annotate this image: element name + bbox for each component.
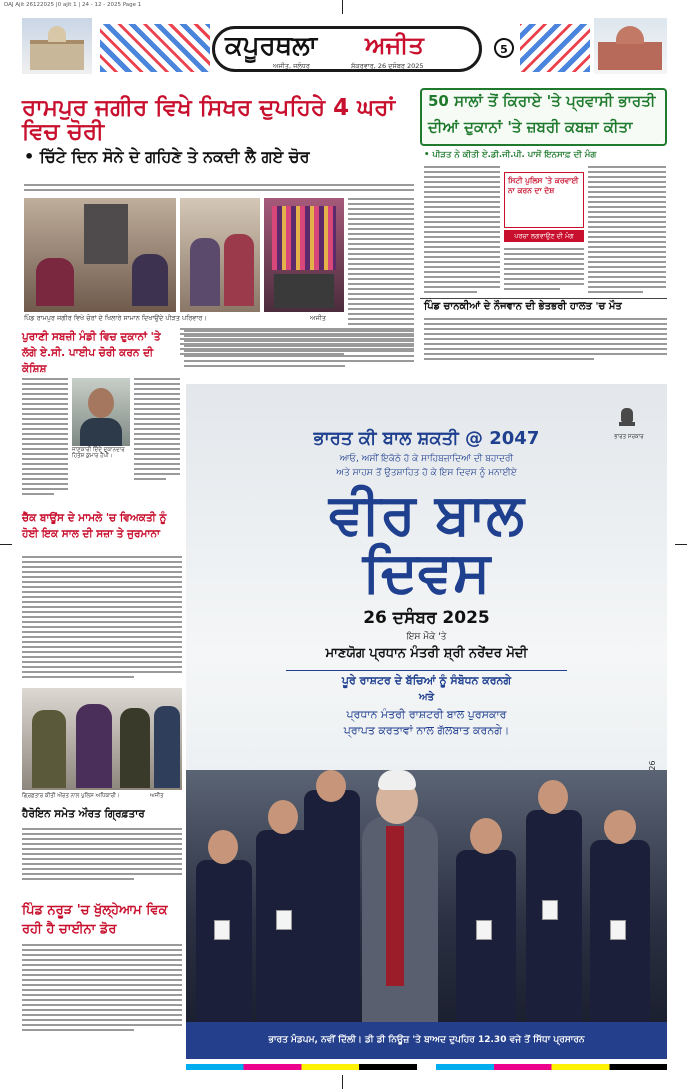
ad-award-line2: ਪ੍ਰਾਪਤ ਕਰਤਾਵਾਂ ਨਾਲ ਗੱਲਬਾਤ ਕਰਨਗੇ। [343, 724, 510, 737]
left-story-3-caption: ਗ੍ਰਿਫ਼ਤਾਰ ਕੀਤੀ ਔਰਤ ਨਾਲ ਪੁਲਿਸ ਅਧਿਕਾਰੀ। [22, 793, 120, 799]
masthead-city: ਕਪੂਰਥਲਾ [225, 31, 318, 61]
emblem-label: ਭਾਰਤ ਸਰਕਾਰ [614, 434, 644, 440]
left-story-4-headline: ਪਿੰਡ ਨਰੂੜ 'ਚ ਖੁੱਲ੍ਹੇਆਮ ਵਿਕ ਰਹੀ ਹੈ ਚਾਈਨਾ ਡੋਰ [22, 903, 168, 937]
left-story-1-caption: ਜਾਣਕਾਰੀ ਦਿੰਦੇ ਦੁਕਾਨਦਾਰ ਹਿਤੇਸ਼ ਕੁਮਾਰ ਹੈਪੀ। [72, 447, 125, 460]
masthead-building-right [594, 18, 667, 74]
left-story-3-headline: ਹੈਰੋਇਨ ਸਮੇਤ ਔਰਤ ਗ੍ਰਿਫ਼ਤਾਰ [22, 808, 145, 820]
masthead-logo [212, 26, 482, 72]
ad-divider [286, 670, 567, 671]
side-story-rule [420, 298, 667, 299]
masthead-building-left [22, 18, 92, 74]
masthead [22, 18, 667, 78]
right-headline-line1: 50 ਸਾਲਾਂ ਤੋਂ ਕਿਰਾਏ 'ਤੇ ਪ੍ਰਵਾਸੀ ਭਾਰਤੀ [428, 92, 656, 110]
ad-line1: ਭਾਰਤ ਕੀ ਬਾਲ ਸ਼ਕਤੀ @ 2047 [313, 428, 540, 449]
ad-pm-name: ਮਾਣਯੋਗ ਪ੍ਰਧਾਨ ਮੰਤਰੀ ਸ਼੍ਰੀ ਨਰੇਂਦਰ ਮੋਦੀ [325, 646, 528, 661]
lead-body-col [348, 198, 414, 335]
masthead-date: ਸ਼ੁੱਕਰਵਾਰ, 26 ਦਸੰਬਰ 2025 [351, 62, 424, 70]
left-story-1-photo [72, 378, 130, 446]
print-color-bar [186, 1064, 667, 1070]
right-body-col2 [504, 248, 584, 290]
lead-photo-credit: ਅਜੀਤ [310, 314, 326, 322]
print-info-strip: DAJ Ajit 26122025 |0 ajit 1 | 24 - 12 - 2025 Page 1 [4, 2, 142, 8]
right-inset-box [504, 172, 584, 228]
left-story-1-headline: ਪੁਰਾਣੀ ਸਬਜ਼ੀ ਮੰਡੀ ਵਿਚ ਦੁਕਾਨਾਂ 'ਤੇ ਲੱਗੇ ਏ.ਸੀ. ਪਾਈਪ ਚੋਰੀ ਕਰਨ ਦੀ ਕੋਸ਼ਿਸ਼ [22, 331, 161, 375]
ad-title-1: ਵੀਰ ਬਾਲ [329, 482, 524, 547]
right-body-col3 [588, 166, 666, 293]
crop-mark-left [0, 544, 12, 545]
right-story-box [420, 88, 667, 146]
crop-mark-top [342, 0, 343, 14]
masthead-subcity: ਅਜੀਤ, ਜਲੰਧਰ [273, 62, 310, 70]
left-story-2-headline: ਚੈੱਕ ਬਾਊਂਸ ਦੇ ਮਾਮਲੇ 'ਚ ਵਿਅਕਤੀ ਨੂੰ ਹੋਈ ਇਕ ਸਾਲ ਦੀ ਸਜ਼ਾ ਤੇ ਜੁਰਮਾਨਾ [22, 512, 167, 541]
right-subhead: • ਪੀੜਤ ਨੇ ਕੀਤੀ ਏ.ਡੀ.ਜੀ.ਪੀ. ਪਾਸੋਂ ਇਨਸਾਫ਼ ਦੀ ਮੰਗ [424, 150, 597, 160]
left-story-3-photo [22, 688, 182, 790]
ad-title-2: ਦਿਵਸ [362, 540, 491, 605]
lead-photo-caption: ਪਿੰਡ ਰਾਮਪੁਰ ਜਗੀਰ ਵਿਖੇ ਚੋਰਾਂ ਦੇ ਖਿਲਾਰੇ ਸਾਮਾਨ ਦਿਖਾਉਂਦੇ ਪੀੜਤ ਪਰਿਵਾਰ। [24, 314, 207, 322]
ad-line2: ਆਓ, ਅਸੀਂ ਇਕੱਠੇ ਹੋ ਕੇ ਸਾਹਿਬਜ਼ਾਦਿਆਂ ਦੀ ਬਹਾਦਰੀ [339, 454, 514, 464]
left-story-3-body [22, 828, 182, 880]
crop-mark-bottom [342, 1075, 343, 1089]
masthead-pattern-right [520, 24, 590, 72]
lead-headline: ਰਾਮਪੁਰ ਜਗੀਰ ਵਿਖੇ ਸਿਖਰ ਦੁਪਹਿਰੇ 4 ਘਰਾਂ ਵਿਚ ਚੋਰੀ [22, 95, 396, 146]
ad-footer [186, 1022, 667, 1059]
right-inset-text: ਸਿਟੀ ਪੁਲਿਸ 'ਤੇ ਕਰਵਾਈ ਨਾ ਕਰਨ ਦਾ ਦੋਸ਼ [508, 176, 579, 195]
ad-on-occasion: ਇਸ ਮੌਕੇ 'ਤੇ [406, 632, 447, 642]
side-story-1-headline: ਪਿੰਡ ਚਾਨਕੀਆਂ ਦੇ ਨੌਜਵਾਨ ਦੀ ਭੇਤਭਰੀ ਹਾਲਤ 'ਚ ਮੌਤ [424, 301, 622, 312]
ad-award-line1: ਪ੍ਰਧਾਨ ਮੰਤਰੀ ਰਾਸ਼ਟਰੀ ਬਾਲ ਪੁਰਸਕਾਰ [346, 708, 507, 721]
lead-subhead: • ਚਿੱਟੇ ਦਿਨ ਸੋਨੇ ਦੇ ਗਹਿਣੇ ਤੇ ਨਕਦੀ ਲੈ ਗਏ ਚੋਰ [24, 147, 310, 166]
left-story-3-credit: ਅਜੀਤ [150, 793, 164, 799]
mid-body-col [184, 330, 414, 367]
lead-photo-3 [264, 198, 344, 312]
left-story-1-body-a [22, 378, 68, 495]
ad-address-line: ਪੂਰੇ ਰਾਸ਼ਟਰ ਦੇ ਬੱਚਿਆਂ ਨੂੰ ਸੰਬੋਧਨ ਕਰਨਗੇ [341, 674, 512, 687]
ad-photo [186, 770, 667, 1022]
ad-line3: ਅਤੇ ਸਾਹਸ ਤੋਂ ਉਤਸ਼ਾਹਿਤ ਹੋ ਕੇ ਇਸ ਦਿਵਸ ਨੂੰ ਮਨਾਈਏ [336, 468, 517, 478]
masthead-pattern-left [100, 24, 210, 72]
lead-photo-2 [180, 198, 260, 312]
emblem-icon [618, 408, 636, 430]
right-body-col1 [424, 166, 500, 293]
right-inset-strip [504, 230, 584, 242]
right-inset-sub: ਪਰਚਾ ਲਗਵਾਉਣ ਦੀ ਮੰਗ [514, 232, 574, 240]
advertisement [186, 384, 667, 1059]
left-story-2-body [22, 556, 182, 678]
page-number: 5 [494, 38, 514, 58]
right-headline-line2: ਦੀਆਂ ਦੁਕਾਨਾਂ 'ਤੇ ਜ਼ਬਰੀ ਕਬਜ਼ਾ ਕੀਤਾ [428, 118, 633, 136]
left-story-4-body [22, 944, 182, 1031]
masthead-paper: ਅਜੀਤ [365, 31, 424, 59]
crop-mark-right [675, 544, 687, 545]
lead-body-top [24, 184, 414, 191]
ad-footer-text: ਭਾਰਤ ਮੰਡਪਮ, ਨਵੀਂ ਦਿੱਲੀ। ਡੀ ਡੀ ਨਿਊਜ਼ 'ਤੇ ਬਾਅਦ ਦੁਪਹਿਰ 12.30 ਵਜੇ ਤੋਂ ਸਿੱਧਾ ਪ੍ਰਸਾਰਨ [268, 1035, 585, 1045]
left-story-1-body-b [134, 378, 180, 480]
lead-photo-1 [24, 198, 176, 312]
side-story-1-body [424, 318, 667, 360]
ad-and: ਅਤੇ [419, 692, 434, 703]
ad-event-date: 26 ਦਸੰਬਰ 2025 [363, 608, 490, 628]
